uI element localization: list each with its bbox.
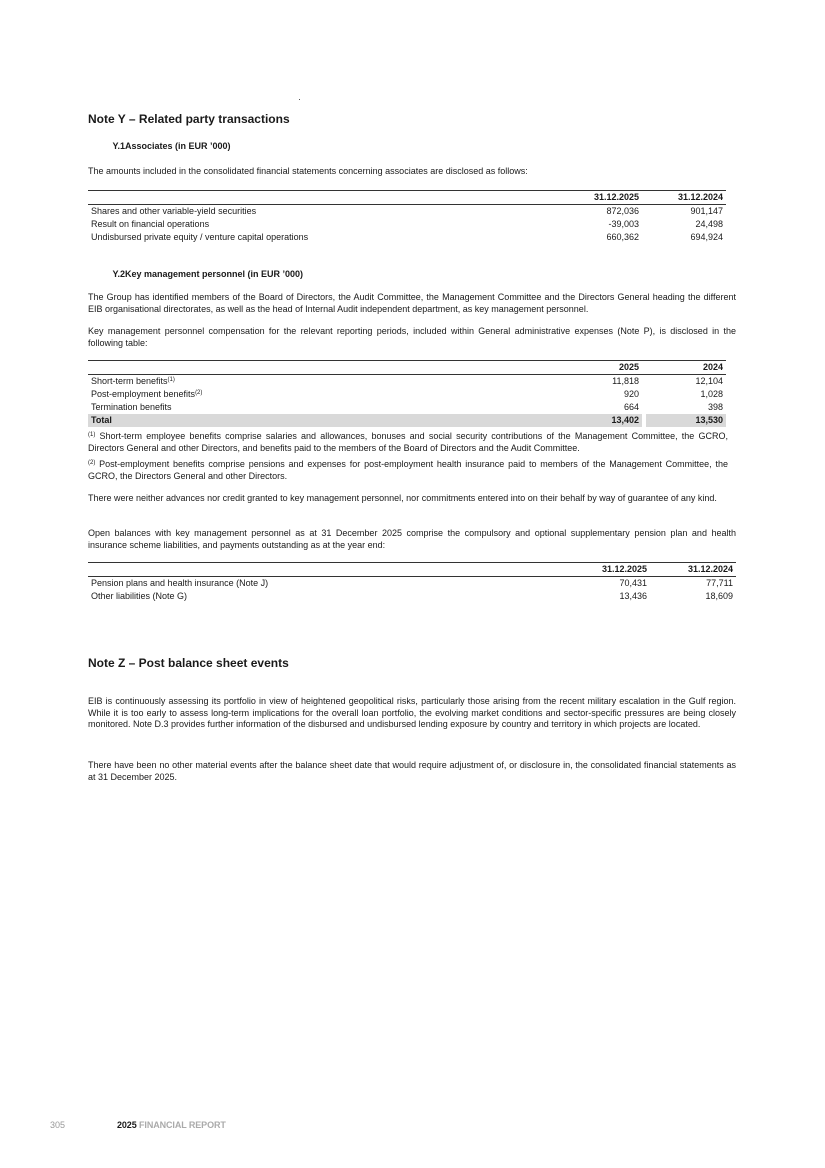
stray-dot	[299, 99, 300, 100]
cell-value: 70,431	[619, 578, 647, 588]
total-row	[88, 414, 726, 427]
cell-value: 872,036	[606, 206, 639, 216]
table-row	[88, 231, 726, 244]
compensation-table	[88, 360, 726, 427]
note-z-para-1: EIB is continuously assessing its portfolio in view of heightened geopolitical risks, particularly those arising from the recent military escalation in the Gulf region. While it is too early to assess long-term implications for the overall loan portfolio, the evolving market conditions and sector-specific pressures are being closely monitored. Note D.3 provides further information of the disbursed and undisbursed lending exposure by country and territory in which projects are located.	[88, 696, 736, 730]
col-header: 31.12.2024	[654, 563, 736, 577]
y1-intro: The amounts included in the consolidated financial statements concerning associates are disclosed as follows:	[88, 166, 528, 176]
y2-para-4: Open balances with key management personnel as at 31 December 2025 comprise the compulsory and optional supplementary pension plan and health insurance scheme liabilities, and payments outstanding as at the year end:	[88, 528, 736, 550]
associates-header-row	[88, 191, 726, 205]
col-header: 2025	[564, 361, 642, 375]
open-balances-header-row	[88, 563, 736, 577]
cell-value: 11,818	[612, 376, 639, 386]
cell-value: 660,362	[606, 232, 639, 242]
row-label: Shares and other variable-yield securities	[91, 206, 257, 216]
table-row	[88, 218, 726, 231]
y2-para-2: Key management personnel compensation for the relevant reporting periods, included within General administrative expenses (Note P), is disclosed in the following table:	[88, 326, 736, 348]
table-row	[88, 590, 736, 603]
cell-value: 18,609	[705, 591, 733, 601]
page-number: 305	[50, 1120, 66, 1130]
cell-value: 77,711	[706, 578, 733, 588]
table-row	[88, 205, 726, 219]
col-header: 2024	[646, 361, 726, 375]
row-label: Post-employment benefits$^{(2)}$	[91, 389, 203, 399]
cell-value: 920	[623, 389, 639, 399]
compensation-header-row	[88, 361, 726, 375]
note-y-title: Note Y – Related party transactions	[88, 112, 290, 126]
brand-year: 2025	[117, 1120, 137, 1130]
cell-value: 694,924	[690, 232, 723, 242]
row-label: Pension plans and health insurance (Note J)	[91, 578, 269, 588]
row-label: Undisbursed private equity / venture capital operations	[91, 232, 309, 242]
row-label: Short-term benefits$^{(1)}$	[91, 376, 175, 386]
total-label: Total	[88, 414, 564, 427]
note-z-para-2: There have been no other material events after the balance sheet date that would require adjustment of, or disclosure in, the consolidated financial statements as at 31 December 2025.	[88, 760, 736, 782]
table-row	[88, 401, 726, 414]
open-balances-table	[88, 562, 736, 603]
total-value: 13,402	[564, 414, 642, 427]
note-z-title: Note Z – Post balance sheet events	[88, 656, 289, 670]
section-y1-title: Associates (in EUR ’000)	[125, 141, 231, 151]
col-header: 31.12.2024	[646, 191, 726, 205]
table-row	[88, 577, 736, 591]
row-label: Termination benefits	[91, 402, 172, 412]
row-label: Other liabilities (Note G)	[91, 591, 188, 601]
report-brand	[117, 1120, 226, 1132]
footnote-ref: (1)	[167, 377, 175, 383]
cell-value: -39,003	[608, 219, 639, 229]
y2-para-3: There were neither advances nor credit granted to key management personnel, nor commitments entered into on their behalf by way of guarantee of any kind.	[88, 493, 717, 503]
table-row	[88, 388, 726, 401]
cell-value: 24,498	[695, 219, 723, 229]
footnote-ref: (2)	[195, 390, 203, 396]
section-y1-number: Y.1	[112, 141, 125, 151]
brand-text: FINANCIAL REPORT	[139, 1120, 226, 1130]
y2-para-1: The Group has identified members of the Board of Directors, the Audit Committee, the Management Committee and the Directors General heading the different EIB organisational directorates, as well as the head of Internal Audit independent department, as key management personnel.	[88, 292, 736, 314]
section-y2-title: Key management personnel (in EUR ’000)	[125, 269, 304, 279]
section-y2-heading	[88, 269, 303, 281]
table-row	[88, 375, 726, 389]
total-value: 13,530	[646, 414, 726, 427]
section-y2-number: Y.2	[112, 269, 125, 279]
row-label: Result on financial operations	[91, 219, 210, 229]
cell-value: 13,436	[619, 591, 647, 601]
col-header: 31.12.2025	[568, 563, 650, 577]
cell-value: 398	[707, 402, 723, 412]
footnote-2: $^{(2)}$ Post-employment benefits comprise pensions and expenses for post-employment health insurance paid to members of the Management Committee, the GCRO, the Directors General and other Directors.	[88, 459, 728, 481]
col-header: 31.12.2025	[564, 191, 642, 205]
cell-value: 12,104	[695, 376, 723, 386]
cell-value: 664	[623, 402, 639, 412]
footnote-1: $^{(1)}$ Short-term employee benefits comprise salaries and allowances, bonuses and social security contributions of the Management Committee, the GCRO, Directors General and other Directors, and benefits paid to the members of the Board of Directors and the Audit Committee.	[88, 431, 728, 453]
cell-value: 1,028	[700, 389, 723, 399]
associates-table	[88, 190, 726, 244]
cell-value: 901,147	[690, 206, 723, 216]
section-y1-heading	[88, 141, 231, 153]
